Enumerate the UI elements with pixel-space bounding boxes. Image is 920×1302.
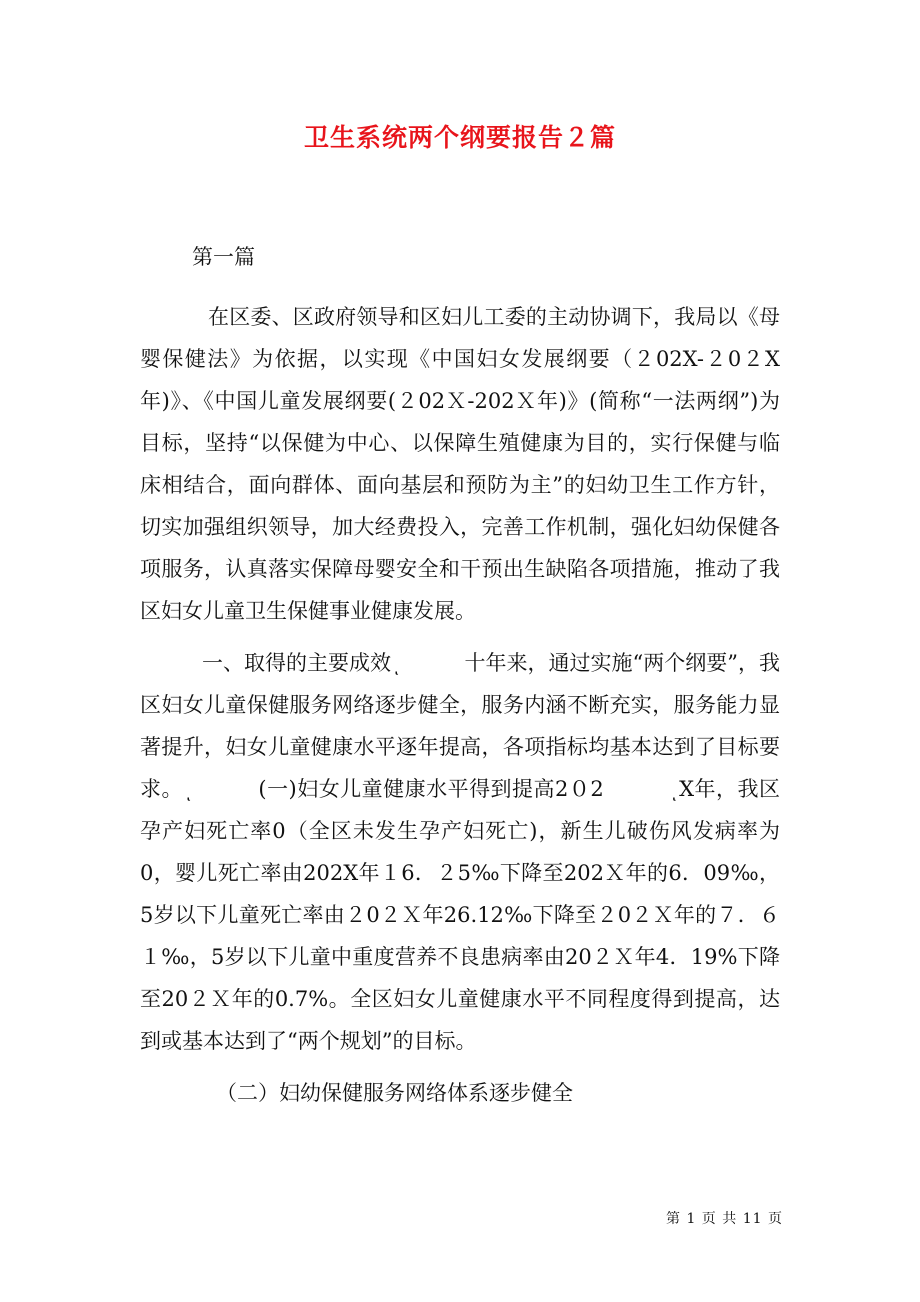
paragraph-intro: 在区委、区政府领导和区妇儿工委的主动协调下，我局以《母婴保健法》为依据，以实现《中国妇女发展纲要（２02X-２0２X年)》、《中国儿童发展纲要(２02Ｘ-202Ｘ年)》(简称“一法两纲”)为目标，坚持“以保健为中心、以保障生殖健康为目的，实行保健与临床相结合，面向群体、面向基层和预防为主”的妇幼卫生工作方针，切实加强组织领导，加大经费投入，完善工作机制，强化妇幼保健各项服务，认真落实保障母婴安全和干预出生缺陷各项措施，推动了我区妇女儿童卫生保健事业健康发展。 xyxy=(140,305,780,623)
paragraph-achievements: 一、取得的主要成效ͺ 十年来，通过实施“两个纲要”，我区妇女儿童保健服务网络逐步健全，服务内涵不断充实，服务能力显著提升，妇女儿童健康水平逐年提高，各项指标均基本达到了目标要求。ͺ (一)妇女儿童健康水平得到提高2０2 ͺX年，我区孕产妇死亡率0（全区未发生孕产妇死亡)，新生儿破伤风发病率为0，婴儿死亡率由202X年１6．２5‰下降至202Ｘ年的6．09‰，5岁以下儿童死亡率由２0２Ｘ年26.12‰下降至２0２Ｘ年的７．６１‰，5岁以下儿童中重度营养不良患病率由20２Ｘ年4．19%下降至20２Ｘ年的0.7%。全区妇女儿童健康水平不同程度得到提高，达到或基本达到了“两个规划”的目标。 xyxy=(140,651,780,1053)
document-title: 卫生系统两个纲要报告２篇 xyxy=(303,123,616,152)
section-label: 第一篇 xyxy=(192,245,255,269)
subheading: （二）妇幼保健服务网络体系逐步健全 xyxy=(216,1081,573,1105)
document-body xyxy=(140,236,780,1114)
page-number-footer: 第 1 页 共 11 页 xyxy=(666,1211,783,1227)
